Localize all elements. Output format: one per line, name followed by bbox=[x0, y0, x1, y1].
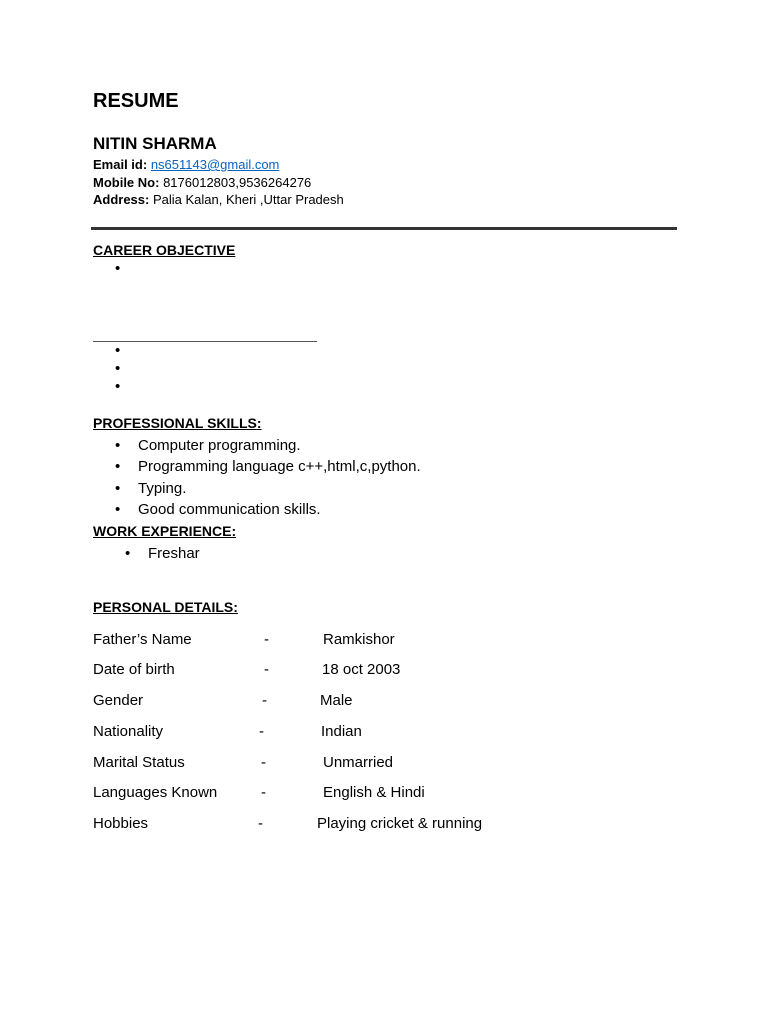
detail-key: Gender bbox=[93, 692, 144, 709]
detail-row-marital-status bbox=[93, 754, 653, 774]
professional-skills-heading-text: PROFESSIONAL SKILLS bbox=[93, 415, 257, 431]
bullet-icon: • bbox=[115, 342, 121, 359]
skill-text: Typing. bbox=[138, 480, 187, 497]
detail-key: Languages Known bbox=[93, 784, 218, 801]
detail-key: Date of birth bbox=[93, 661, 175, 678]
detail-row-nationality bbox=[93, 723, 653, 743]
candidate-name: NITIN SHARMA bbox=[93, 134, 217, 153]
bullet-icon: • bbox=[125, 545, 131, 562]
detail-row-hobbies bbox=[93, 815, 653, 835]
experience-text: Freshar bbox=[148, 545, 200, 562]
mobile-line bbox=[93, 175, 311, 190]
detail-key: Nationality bbox=[93, 723, 164, 740]
heading-colon: : bbox=[256, 415, 262, 431]
detail-value: 18 oct 2003 bbox=[322, 661, 401, 678]
address-label: Address: bbox=[93, 192, 150, 207]
professional-skills-heading bbox=[93, 415, 262, 431]
email-label: Email id: bbox=[93, 157, 148, 172]
mobile-label: Mobile No: bbox=[93, 175, 160, 190]
detail-row-fathers-name bbox=[93, 631, 653, 651]
skill-text: Programming language c++,html,c,python. bbox=[138, 458, 421, 475]
address-line bbox=[93, 192, 344, 207]
address-value: Palia Kalan, Kheri ,Uttar Pradesh bbox=[152, 192, 344, 207]
career-objective-heading: CAREER OBJECTIVE bbox=[93, 242, 236, 258]
bullet-icon: • bbox=[115, 458, 121, 475]
bullet-icon: • bbox=[115, 480, 121, 497]
detail-row-date-of-birth bbox=[93, 661, 653, 681]
email-line bbox=[93, 157, 279, 172]
detail-value: Ramkishor bbox=[323, 631, 395, 648]
detail-value: English & Hindi bbox=[323, 784, 425, 801]
bullet-icon: • bbox=[115, 378, 121, 395]
detail-key: Father’s Name bbox=[93, 631, 192, 648]
detail-value: Playing cricket & running bbox=[317, 815, 483, 832]
detail-separator: - bbox=[258, 815, 263, 832]
detail-row-gender bbox=[93, 692, 653, 712]
detail-separator: - bbox=[262, 692, 267, 709]
bullet-icon: • bbox=[115, 360, 121, 377]
header-divider bbox=[91, 227, 677, 230]
bullet-icon: • bbox=[115, 260, 121, 277]
detail-row-languages-known bbox=[93, 784, 653, 804]
detail-separator: - bbox=[264, 631, 269, 648]
bullet-icon: • bbox=[115, 501, 121, 518]
detail-separator: - bbox=[261, 754, 266, 771]
work-experience-heading: WORK EXPERIENCE: bbox=[93, 523, 237, 539]
mobile-value: 8176012803,9536264276 bbox=[163, 175, 312, 190]
skill-text: Computer programming. bbox=[138, 437, 301, 454]
personal-details-heading: PERSONAL DETAILS: bbox=[93, 599, 238, 615]
detail-separator: - bbox=[264, 661, 269, 678]
detail-value: Male bbox=[320, 692, 353, 709]
detail-separator: - bbox=[259, 723, 264, 740]
detail-key: Marital Status bbox=[93, 754, 185, 771]
document-title: RESUME bbox=[93, 90, 179, 112]
detail-value: Indian bbox=[321, 723, 362, 740]
detail-separator: - bbox=[261, 784, 266, 801]
section-divider bbox=[93, 341, 317, 342]
detail-value: Unmarried bbox=[323, 754, 394, 771]
bullet-icon: • bbox=[115, 437, 121, 454]
email-link[interactable]: ns651143@gmail.com bbox=[150, 157, 280, 172]
skill-text: Good communication skills. bbox=[138, 501, 321, 518]
detail-key: Hobbies bbox=[93, 815, 149, 832]
